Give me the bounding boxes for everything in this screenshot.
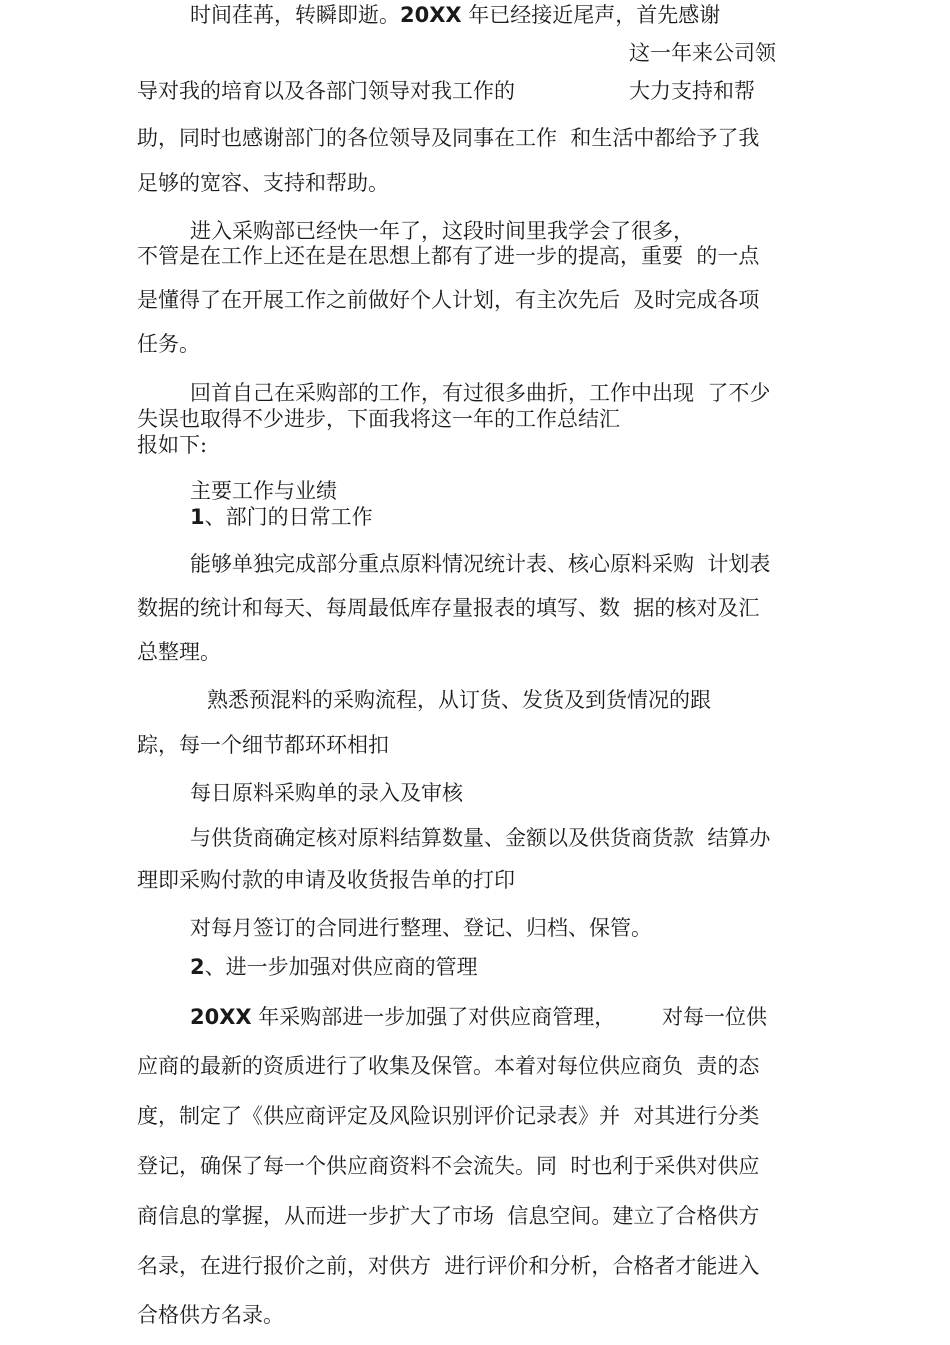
paragraph-line: 理即采购付款的申请及收货报告单的打印 <box>137 868 515 892</box>
paragraph-line: 商信息的掌握，从而进一步扩大了市场 信息空间。建立了合格供方 <box>137 1204 760 1228</box>
paragraph-line: 与供货商确定核对原料结算数量、金额以及供货商货款 结算办 <box>190 826 771 850</box>
paragraph-line: 对每月签订的合同进行整理、登记、归档、保管。 <box>190 916 652 940</box>
heading-text: 、部门的日常工作 <box>204 505 373 529</box>
paragraph-line: 登记，确保了每一个供应商资料不会流失。同 时也利于采供对供应 <box>137 1154 760 1178</box>
paragraph-line: 任务。 <box>137 332 200 356</box>
paragraph-line: 名录，在进行报价之前，对供方 进行评价和分析，合格者才能进入 <box>137 1254 760 1278</box>
paragraph-line: 这一年来公司领 <box>629 41 776 65</box>
paragraph-line: 是懂得了在开展工作之前做好个人计划，有主次先后 及时完成各项 <box>137 288 760 312</box>
paragraph-line: 报如下: <box>137 433 208 457</box>
paragraph-line: 导对我的培育以及各部门领导对我工作的 <box>137 79 515 103</box>
paragraph-line: 失误也取得不少进步，下面我将这一年的工作总结汇 <box>137 407 620 431</box>
text: 时间荏苒，转瞬即逝。 <box>190 3 400 27</box>
heading-number: 1 <box>190 505 205 529</box>
paragraph-line <box>190 1003 767 1031</box>
paragraph-line: 不管是在工作上还在是在思想上都有了进一步的提高，重要 的一点 <box>137 244 760 268</box>
paragraph-line: 回首自己在采购部的工作，有过很多曲折，工作中出现 了不少 <box>190 381 771 405</box>
paragraph-line: 助，同时也感谢部门的各位领导及同事在工作 和生活中都给予了我 <box>137 126 760 150</box>
heading-2 <box>190 953 478 981</box>
text: 年采购部进一步加强了对供应商管理， 对每一位供 <box>251 1005 768 1029</box>
paragraph-line: 度，制定了《供应商评定及风险识别评价记录表》并 对其进行分类 <box>137 1104 760 1128</box>
paragraph-line: 大力支持和帮 <box>629 79 755 103</box>
paragraph-line <box>190 1 720 29</box>
section-title: 主要工作与业绩 <box>190 479 337 503</box>
year-placeholder: 20XX <box>190 1005 252 1029</box>
paragraph-line: 熟悉预混料的采购流程，从订货、发货及到货情况的跟 <box>207 688 711 712</box>
text: 年已经接近尾声，首先感谢 <box>461 3 721 27</box>
year-placeholder: 20XX <box>400 3 462 27</box>
paragraph-line: 进入采购部已经快一年了，这段时间里我学会了很多， <box>190 219 694 243</box>
heading-1 <box>190 503 373 531</box>
heading-number: 2 <box>190 955 205 979</box>
heading-text: 、进一步加强对供应商的管理 <box>204 955 478 979</box>
paragraph-line: 总整理。 <box>137 640 221 664</box>
paragraph-line: 应商的最新的资质进行了收集及保管。本着对每位供应商负 责的态 <box>137 1054 760 1078</box>
paragraph-line: 合格供方名录。 <box>137 1303 284 1327</box>
paragraph-line: 每日原料采购单的录入及审核 <box>190 781 463 805</box>
paragraph-line: 能够单独完成部分重点原料情况统计表、核心原料采购 计划表 <box>190 552 771 576</box>
paragraph-line: 数据的统计和每天、每周最低库存量报表的填写、数 据的核对及汇 <box>137 596 760 620</box>
paragraph-line: 足够的宽容、支持和帮助。 <box>137 171 389 195</box>
paragraph-line: 踪，每一个细节都环环相扣 <box>137 733 389 757</box>
